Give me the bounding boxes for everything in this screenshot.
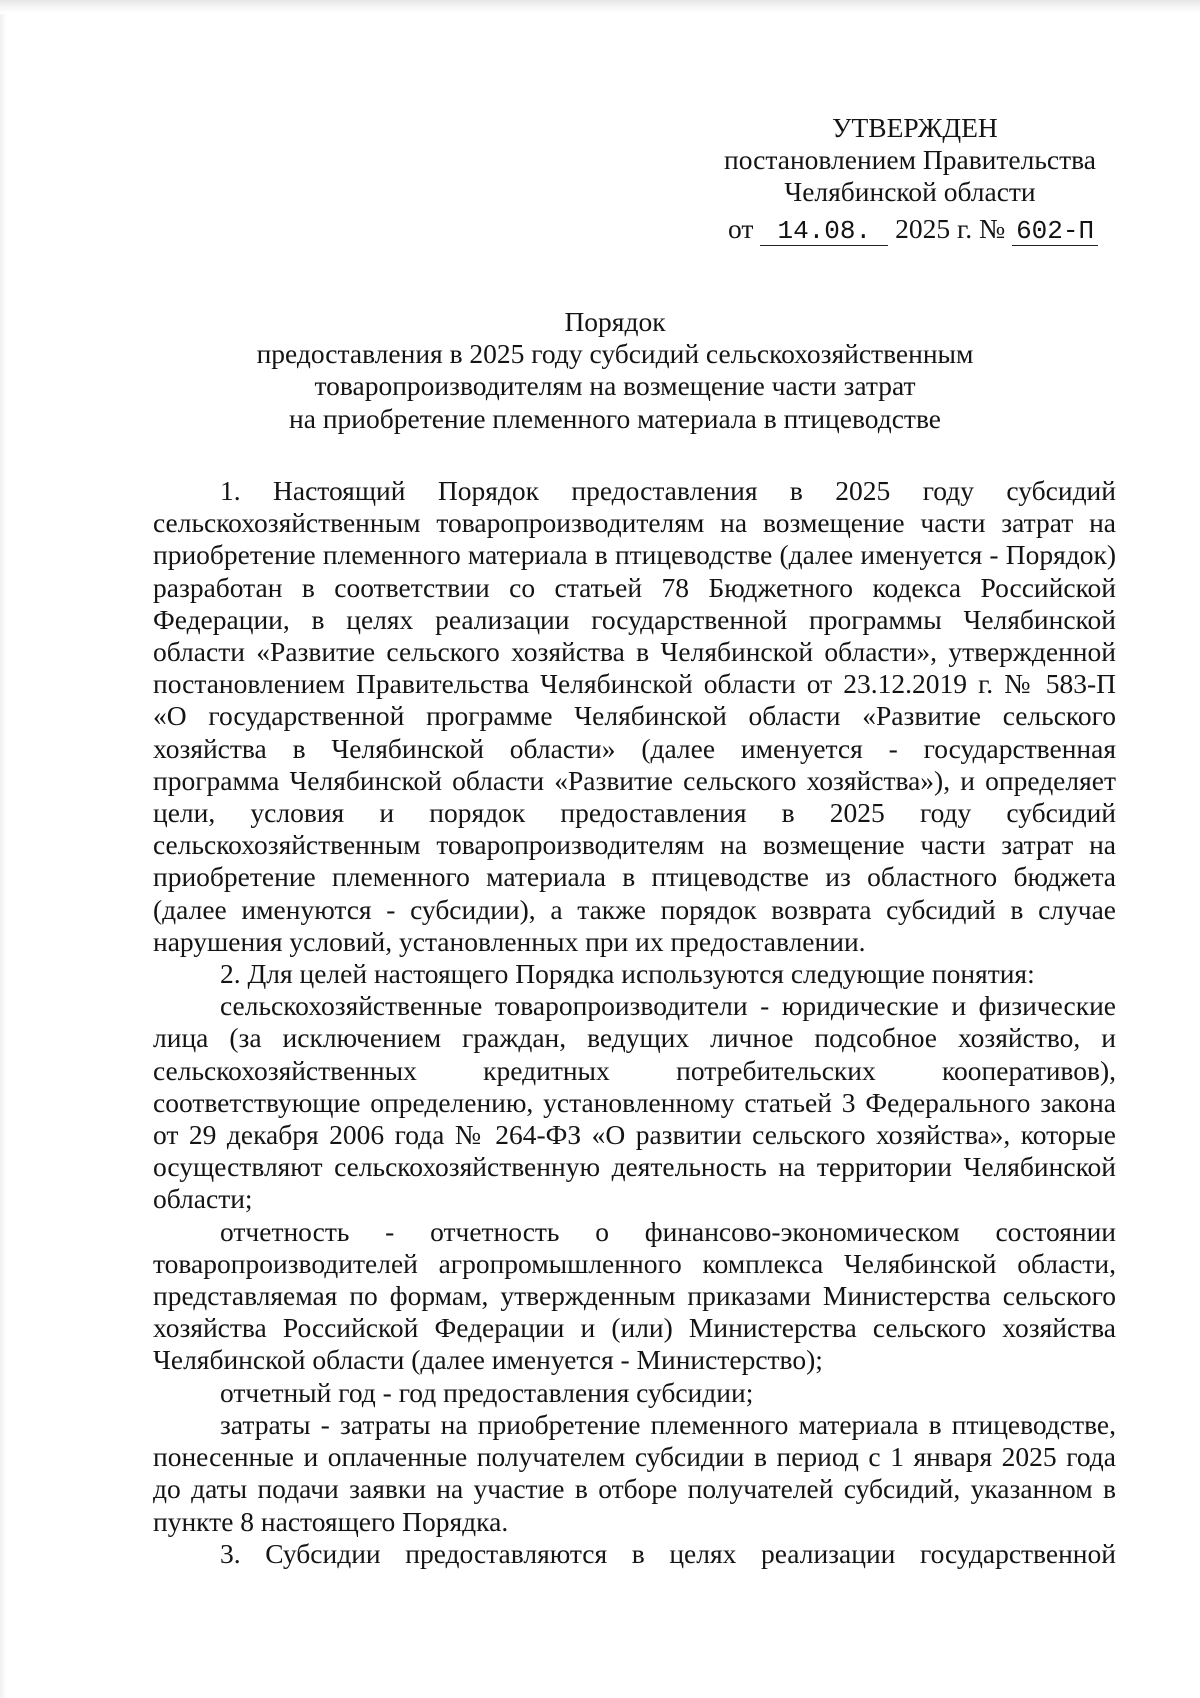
title-line-1: Порядок [564, 306, 666, 337]
document-body [153, 475, 1116, 1570]
document-title [150, 306, 1080, 435]
date-prefix: от [728, 213, 754, 244]
scan-edge-left [0, 14, 7, 1698]
approval-line-2: Челябинской области [784, 176, 1036, 208]
paragraph-3: 3. Субсидии предоставляются в целях реализации государственной [220, 1537, 1116, 1569]
paragraph-1: 1. Настоящий Порядок предоставления в 2025 году субсидий сельскохозяйственным товаропроизводителям на возмещение части затрат на приобретение племенного материала в птицеводстве (далее именуется - Порядок) разработан в соответствии со статьей 78 Бюджетного кодекса Российской Федерации, в целях реализации государственной программы Челябинской области «Развитие сельского хозяйства в Челябинской области», утвержденной постановлением Правительства Челябинской области от 23.12.2019 г. № 583-П «О государственной программе Челябинской области «Развитие сельского хозяйства в Челябинской области» (далее именуется - государственная программа Челябинской области «Развитие сельского хозяйства»), и определяет цели, условия и порядок предоставления в 2025 году субсидий сельскохозяйственным товаропроизводителям на возмещение части затрат на приобретение племенного материала в птицеводстве из областного бюджета (далее именуются - субсидии), а также порядок возврата субсидий в случае нарушения условий, установленных при их предоставлении. [153, 475, 1116, 957]
approval-date-row [728, 213, 1098, 246]
paragraph-definition-producers: сельскохозяйственные товаропроизводители - юридические и физические лица (за исключением граждан, ведущих личное подсобное хозяйство, и сельскохозяйственных кредитных потребительских кооперативов), соответствующие определению, установленному статьей 3 Федерального закона от 29 декабря 2006 года № 264-ФЗ «О развитии сельского хозяйства», которые осуществляют сельскохозяйственную деятельность на территории Челябинской области; [153, 990, 1116, 1215]
title-line-3: товаропроизводителям на возмещение части затрат [314, 370, 916, 402]
title-line-4: на приобретение племенного материала в птицеводстве [289, 402, 941, 434]
document-number-field: 602-П [1012, 217, 1098, 246]
scan-edge-top [0, 0, 1200, 14]
approval-stamp [700, 112, 1120, 209]
title-line-2: предоставления в 2025 году субсидий сельскохозяйственным [256, 338, 974, 370]
paragraph-2: 2. Для целей настоящего Порядка используются следующие понятия: [220, 958, 1035, 990]
paragraph-definition-reporting: отчетность - отчетность о финансово-экономическом состоянии товаропроизводителей агропромышленного комплекса Челябинской области, представляемая по формам, утвержденным приказами Министерства сельского хозяйства Российской Федерации и (или) Министерства сельского хозяйства Челябинской области (далее именуется - Министерство); [153, 1215, 1116, 1376]
paragraph-definition-reporting-year: отчетный год - год предоставления субсидии; [220, 1376, 754, 1408]
year-label: 2025 г. № [895, 213, 1006, 244]
paragraph-definition-costs: затраты - затраты на приобретение племенного материала в птицеводстве, понесенные и оплаченные получателем субсидии в период с 1 января 2025 года до даты подачи заявки на участие в отборе получателей субсидий, указанном в пункте 8 настоящего Порядка. [153, 1408, 1116, 1537]
approval-heading: УТВЕРЖДЕН [832, 112, 998, 143]
date-field: 14.08. [760, 217, 888, 246]
approval-line-1: постановлением Правительства [724, 144, 1096, 176]
